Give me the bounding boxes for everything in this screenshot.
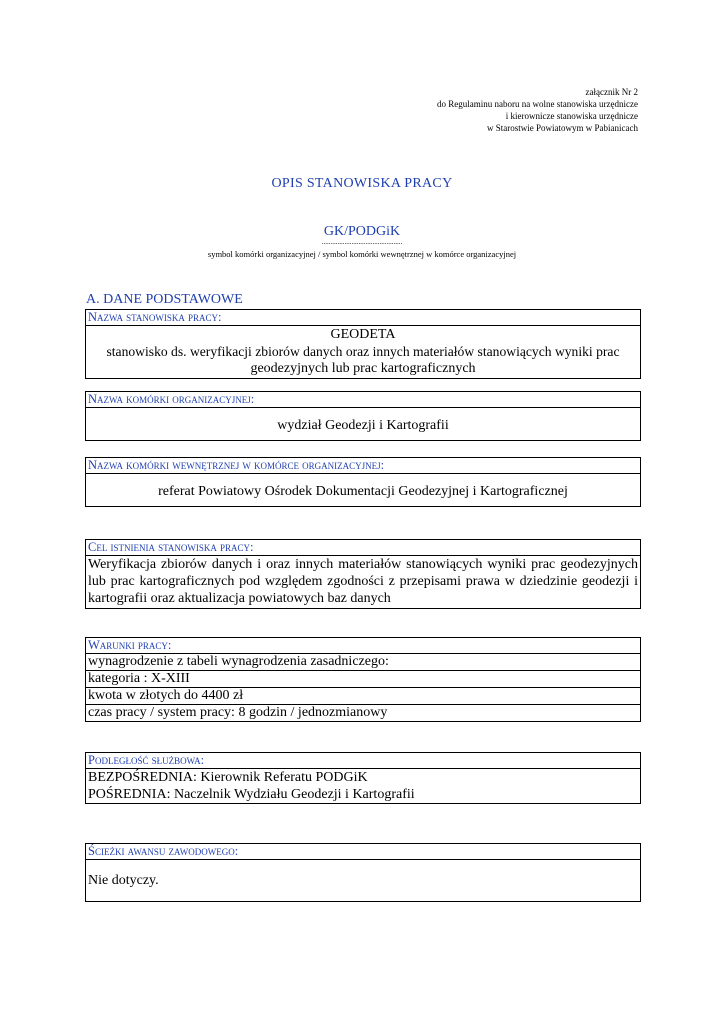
symbol-caption: symbol komórki organizacyjnej / symbol komórki wewnętrznej w komórce organizacyjnej xyxy=(207,249,517,259)
position-desc-line: stanowisko ds. weryfikacji zbiorów danych oraz innych materiałów stanowiących wyniki prac xyxy=(106,344,620,359)
conditions-box xyxy=(85,637,641,722)
conditions-row: czas pracy / system pracy: 8 godzin / jednozmianowy xyxy=(88,705,388,720)
subordination-indirect: POŚREDNIA: Naczelnik Wydziału Geodezji i Kartografii xyxy=(88,787,415,802)
career-value: Nie dotyczy. xyxy=(88,873,159,888)
conditions-row: kategoria : X-XIII xyxy=(86,671,640,688)
attachment-line: i kierownicze stanowiska urzędnicze xyxy=(505,111,638,121)
document-title: OPIS STANOWISKA PRACY xyxy=(271,176,453,191)
purpose-text: Weryfikacja zbiorów danych i oraz innych materiałów stanowiących wyniki prac geodezyjnych lub prac kartograficznych pod względem zgodności z przepisami prawa w dziedzinie geodezji i kartografii oraz aktualizacja powiatowych baz danych xyxy=(88,557,638,606)
attachment-line: załącznik Nr 2 xyxy=(585,87,638,97)
position-desc-line: geodezyjnych lub prac kartograficznych xyxy=(250,361,476,376)
position-name-header: Nazwa stanowiska pracy: xyxy=(86,310,640,326)
conditions-row: wynagrodzenie z tabeli wynagrodzenia zasadniczego: xyxy=(86,654,640,671)
subordination-header: Podległość służbowa: xyxy=(86,753,640,769)
purpose-header: Cel istnienia stanowiska pracy: xyxy=(86,540,640,556)
org-unit-value: wydział Geodezji i Kartografii xyxy=(277,418,449,433)
symbol-dots: .............................................. xyxy=(321,238,403,246)
subordination-direct: BEZPOŚREDNIA: Kierownik Referatu PODGiK xyxy=(88,770,368,785)
internal-unit-value: referat Powiatowy Ośrodek Dokumentacji Geodezyjnej i Kartograficznej xyxy=(158,484,568,499)
career-header: Ścieżki awansu zawodowego: xyxy=(86,844,640,860)
org-unit-box xyxy=(85,391,641,441)
unit-symbol: GK/PODGiK xyxy=(323,224,401,239)
position-title: GEODETA xyxy=(330,327,396,342)
subordination-box xyxy=(85,752,641,804)
attachment-note xyxy=(437,86,638,134)
conditions-row: kwota w złotych do 4400 zł xyxy=(86,688,640,705)
attachment-line: do Regulaminu naboru na wolne stanowiska urzędnicze xyxy=(437,99,638,109)
conditions-header: Warunki pracy: xyxy=(86,638,640,654)
internal-unit-box xyxy=(85,457,641,507)
section-title: A. DANE PODSTAWOWE xyxy=(86,292,243,307)
attachment-line: w Starostwie Powiatowym w Pabianicach xyxy=(487,123,638,133)
position-name-box xyxy=(85,309,641,379)
org-unit-header: Nazwa komórki organizacyjnej: xyxy=(86,392,640,408)
career-box xyxy=(85,843,641,902)
position-name-body xyxy=(86,326,640,378)
purpose-box xyxy=(85,539,641,609)
internal-unit-header: Nazwa komórki wewnętrznej w komórce organizacyjnej: xyxy=(86,458,640,474)
